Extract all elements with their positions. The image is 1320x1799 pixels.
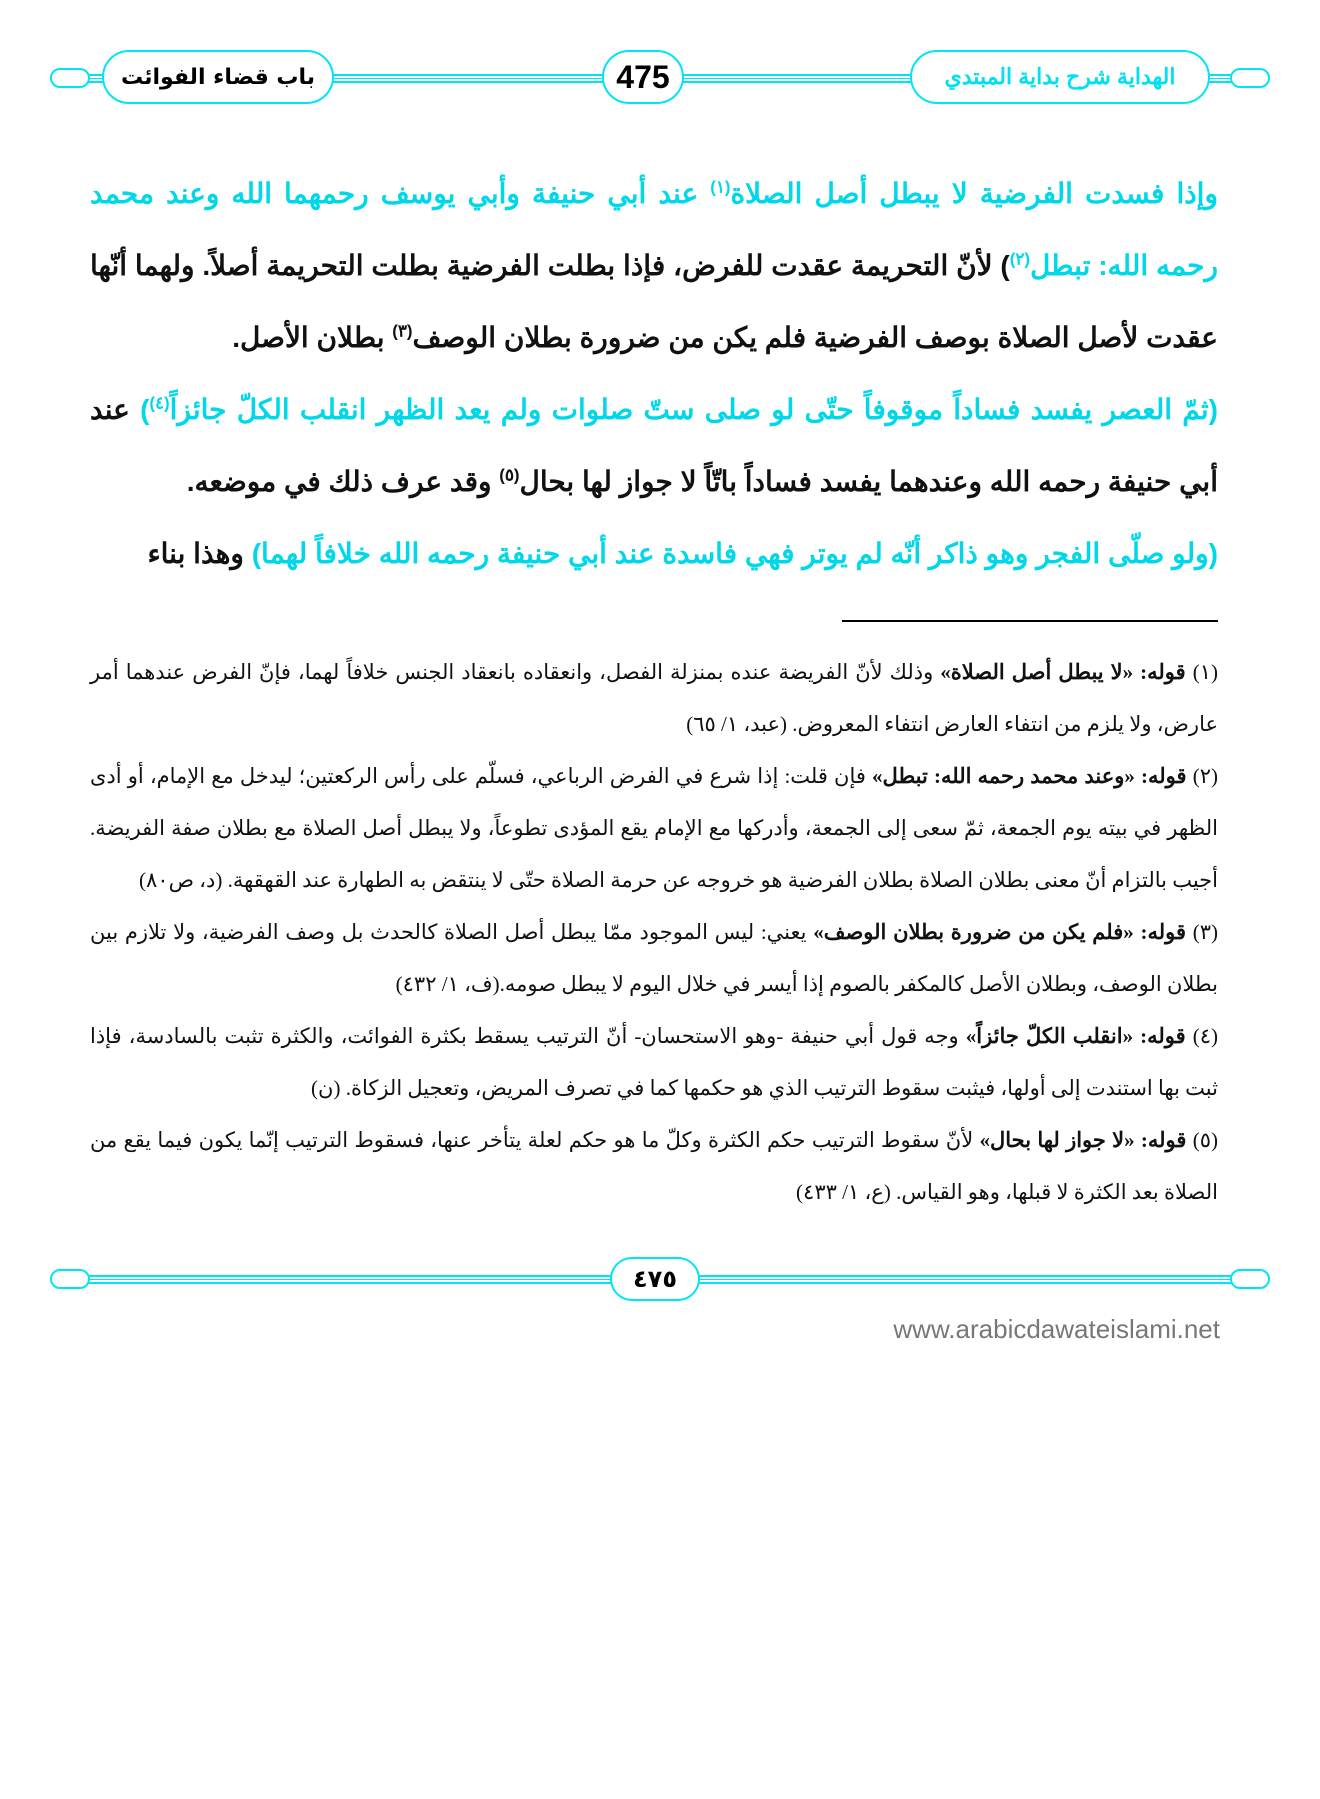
ornament-right-icon [1230,68,1270,88]
ornament-left-icon [50,1269,90,1289]
footnote [90,1114,1218,1218]
footnote-lead: قوله: «فلم يكن من ضرورة بطلان الوصف» [813,920,1187,944]
chapter-title: باب قضاء الفوائت [102,50,334,104]
paragraph [90,518,1218,590]
footnote-ref: (١) [710,177,731,197]
footnote-ref: (٤) [149,393,170,413]
matn-text: ) [140,394,150,425]
footnote-ref: (٥) [499,465,520,485]
page-footer [50,1254,1270,1304]
footnote-ref: (٢) [1009,249,1030,269]
footnote [90,906,1218,1010]
footnote-separator [842,620,1218,622]
commentary-text: وهذا بناء [147,538,252,569]
book-title: الهداية شرح بداية المبتدي [910,50,1210,104]
commentary-text: وقد عرف ذلك في موضعه. [186,466,500,497]
footnote-number: (٣) [1192,920,1219,944]
footnote-number: (١) [1192,660,1219,684]
page-header [50,48,1270,108]
paragraph [90,374,1218,518]
footnote-lead: قوله: «لا يبطل أصل الصلاة» [940,660,1186,684]
footnote [90,646,1218,750]
paragraph [90,158,1218,374]
footnote-lead: قوله: «انقلب الكلّ جائزاً» [965,1024,1186,1048]
matn-text: عند أبي حنيفة وأبي يوسف رحمهما الله وعند محمد رحمه الله: تبطل [90,178,1219,281]
footnote-number: (٢) [1192,764,1219,788]
matn-text: (ولو صلّى الفجر وهو ذاكر أنّه لم يوتر فهي فاسدة عند أبي حنيفة رحمه الله خلافاً لهما) [251,538,1218,569]
matn-text: وإذا فسدت الفرضية لا يبطل أصل الصلاة [730,178,1218,209]
footnote-text: وذلك لأنّ الفريضة عنده بمنزلة الفصل، وانعقاده بانعقاد الجنس خلافاً لهما، فإنّ الفرض عندهما أمر عارض، ولا يلزم من انتفاء العارض انتفاء المعروض. (عبد، ١/ ٦٥) [90,660,1218,736]
footnote-lead: قوله: «وعند محمد رحمه الله: تبطل» [872,764,1187,788]
matn-text: (ثمّ العصر يفسد فساداً موقوفاً حتّى لو صلى ستّ صلوات ولم يعد الظهر انقلب الكلّ جائزاً [169,394,1218,425]
ornament-left-icon [50,68,90,88]
website-link[interactable]: www.arabicdawateislami.net [893,1314,1220,1344]
footnote-text: فإن قلت: إذا شرع في الفرض الرباعي، فسلّم على رأس الركعتين؛ ليدخل مع الإمام، أو أدى الظهر في بيته يوم الجمعة، ثمّ سعى إلى الجمعة، وأدركها مع الإمام يقع المؤدى تطوعاً، ولا يبطل أصل الصلاة مع بطلان صفة الفريضة. أجيب بالتزام أنّ معنى بطلان الصلاة بطلان الفرضية هو خروجه عن حرمة الصلاة حتّى لا ينتقض به الطهارة عند القهقهة. (د، ص٨٠) [90,764,1218,892]
footnotes [90,646,1218,1218]
commentary-text: عند أبي حنيفة رحمه الله وعندهما يفسد فساداً باتّاً لا جواز لها بحال [90,394,1218,497]
footnote-ref: (٣) [392,321,413,341]
footnote-number: (٥) [1192,1128,1218,1152]
main-text [90,158,1218,590]
ornament-right-icon [1230,1269,1270,1289]
footer-page-number: ٤٧٥ [610,1257,700,1301]
footnote-lead: قوله: «لا جواز لها بحال» [979,1128,1187,1152]
footnote [90,1010,1218,1114]
footnote-text: لأنّ سقوط الترتيب حكم الكثرة وكلّ ما هو حكم لعلة يتأخر عنها، فسقوط الترتيب إنّما يكون فيما يقع من الصلاة بعد الكثرة لا قبلها، وهو القياس. (ع، ١/ ٤٣٣) [90,1128,1218,1204]
footnote [90,750,1218,906]
commentary-text: ) لأنّ التحريمة عقدت للفرض، فإذا بطلت الفرضية بطلت التحريمة أصلاً. ولهما أنّها عقدت لأصل الصلاة بوصف الفرضية فلم يكن من ضرورة بطلان الوصف [90,250,1218,353]
footnote-number: (٤) [1192,1024,1219,1048]
footnote-text: وجه قول أبي حنيفة -وهو الاستحسان- أنّ الترتيب يسقط بكثرة الفوائت، والكثرة تثبت بالسادسة، فإذا ثبت بها استندت إلى أولها، فيثبت سقوط الترتيب الذي هو حكمها كما في تصرف المريض، وتعجيل الزكاة. (ن) [90,1024,1218,1100]
page-number: 475 [602,50,684,104]
commentary-text: بطلان الأصل. [232,322,393,353]
footnote-text: يعني: ليس الموجود ممّا يبطل أصل الصلاة كالحدث بل وصف الفرضية، ولا تلازم بين بطلان الوصف، وبطلان الأصل كالمكفر بالصوم إذا أيسر في خلال اليوم لا يبطل صومه.(ف، ١/ ٤٣٢) [90,920,1218,996]
